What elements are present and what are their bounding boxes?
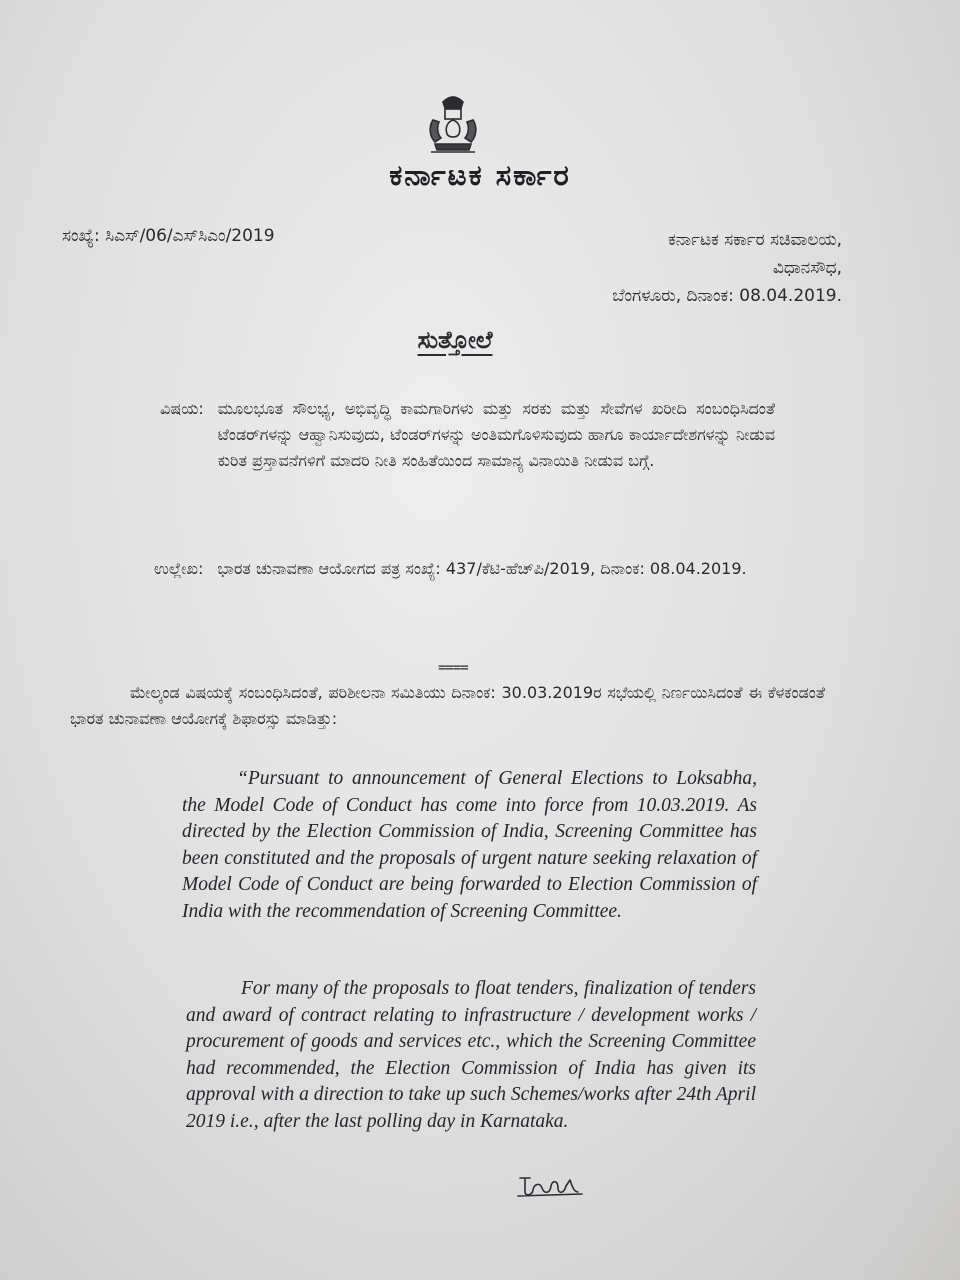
- subject-label: ವಿಷಯ:: [160, 399, 204, 418]
- signature-mark: [516, 1170, 584, 1200]
- government-title: ಕರ್ನಾಟಕ ಸರ್ಕಾರ: [389, 158, 571, 192]
- secretariat-line: ವಿಧಾನಸೌಧ,: [772, 258, 842, 278]
- state-emblem-icon: [423, 92, 483, 154]
- reference-number: ಸಂಖ್ಯೆ: ಸಿಎಸ್/06/ಎಸ್‌ಸಿಎಂ/2019: [62, 226, 275, 246]
- page-title: [0, 326, 910, 354]
- reference-text: ಭಾರತ ಚುನಾವಣಾ ಆಯೋಗದ ಪತ್ರ ಸಂಖ್ಯೆ: 437/ಕೆಟಿ-ಹೆಚ್‌ಪಿ/2019, ದಿನಾಂಕ: 08.04.2019.: [217, 559, 747, 578]
- secretariat-line: ಬೆಂಗಳೂರು, ದಿನಾಂಕ: 08.04.2019.: [612, 286, 842, 306]
- secretariat-address: [612, 226, 842, 310]
- reference-label: ಉಲ್ಲೇಖ:: [154, 559, 204, 578]
- separator-line: ====: [438, 660, 468, 676]
- reference-block: [154, 556, 775, 582]
- circular-heading: ಸುತ್ತೋಲೆ: [417, 326, 493, 354]
- subject-block: [160, 396, 775, 474]
- intro-paragraph: ಮೇಲ್ಕಂಡ ವಿಷಯಕ್ಕೆ ಸಂಬಂಧಿಸಿದಂತೆ, ಪರಿಶೀಲನಾ ಸಮಿತಿಯು ದಿನಾಂಕ: 30.03.2019ರ ಸಭೆಯಲ್ಲಿ ನಿರ್ಣಯಿಸಿದಂತೆ ಈ ಕೆಳಕಂಡಂತೆ ಭಾರತ ಚುನಾವಣಾ ಆಯೋಗಕ್ಕೆ ಶಿಫಾರಸ್ಸು ಮಾಡಿತ್ತು:: [70, 683, 825, 728]
- subject-text: ಮೂಲಭೂತ ಸೌಲಭ್ಯ, ಅಭಿವೃದ್ಧಿ ಕಾಮಗಾರಿಗಳು ಮತ್ತು ಸರಕು ಮತ್ತು ಸೇವೆಗಳ ಖರೀದಿ ಸಂಬಂಧಿಸಿದಂತೆ ಟೆಂಡರ್‌ಗಳನ್ನು ಆಹ್ವಾನಿಸುವುದು, ಟೆಂಡರ್‌ಗಳನ್ನು ಅಂತಿಮಗೊಳಿಸುವುದು ಹಾಗೂ ಕಾರ್ಯಾದೇಶಗಳನ್ನು ನೀಡುವ ಕುರಿತ ಪ್ರಸ್ತಾವನೆಗಳಿಗೆ ಮಾದರಿ ನೀತಿ ಸಂಹಿತೆಯಿಂದ ಸಾಮಾನ್ಯ ವಿನಾಯಿತಿ ನೀಡುವ ಬಗ್ಗೆ.: [217, 399, 775, 470]
- quoted-paragraph: “Pursuant to announcement of General Elections to Loksabha, the Model Code of Conduct has come into force from 10.03.2019. As directed by the Election Commission of India, Screening Committee has been constituted and the proposals of urgent nature seeking relaxation of Model Code of Conduct are being forwarded to Election Commission of India with the recommendation of Screening Committee.: [182, 768, 757, 922]
- quoted-paragraph: For many of the proposals to float tenders, finalization of tenders and award of contract relating to infrastructure / development works / procurement of goods and services etc., which the Screening Committee had recommended, the Election Commission of India has given its approval with a direction to take up such Schemes/works after 24th April 2019 i.e., after the last polling day in Karnataka.: [186, 978, 756, 1132]
- secretariat-line: ಕರ್ನಾಟಕ ಸರ್ಕಾರ ಸಚಿವಾಲಯ,: [668, 230, 842, 250]
